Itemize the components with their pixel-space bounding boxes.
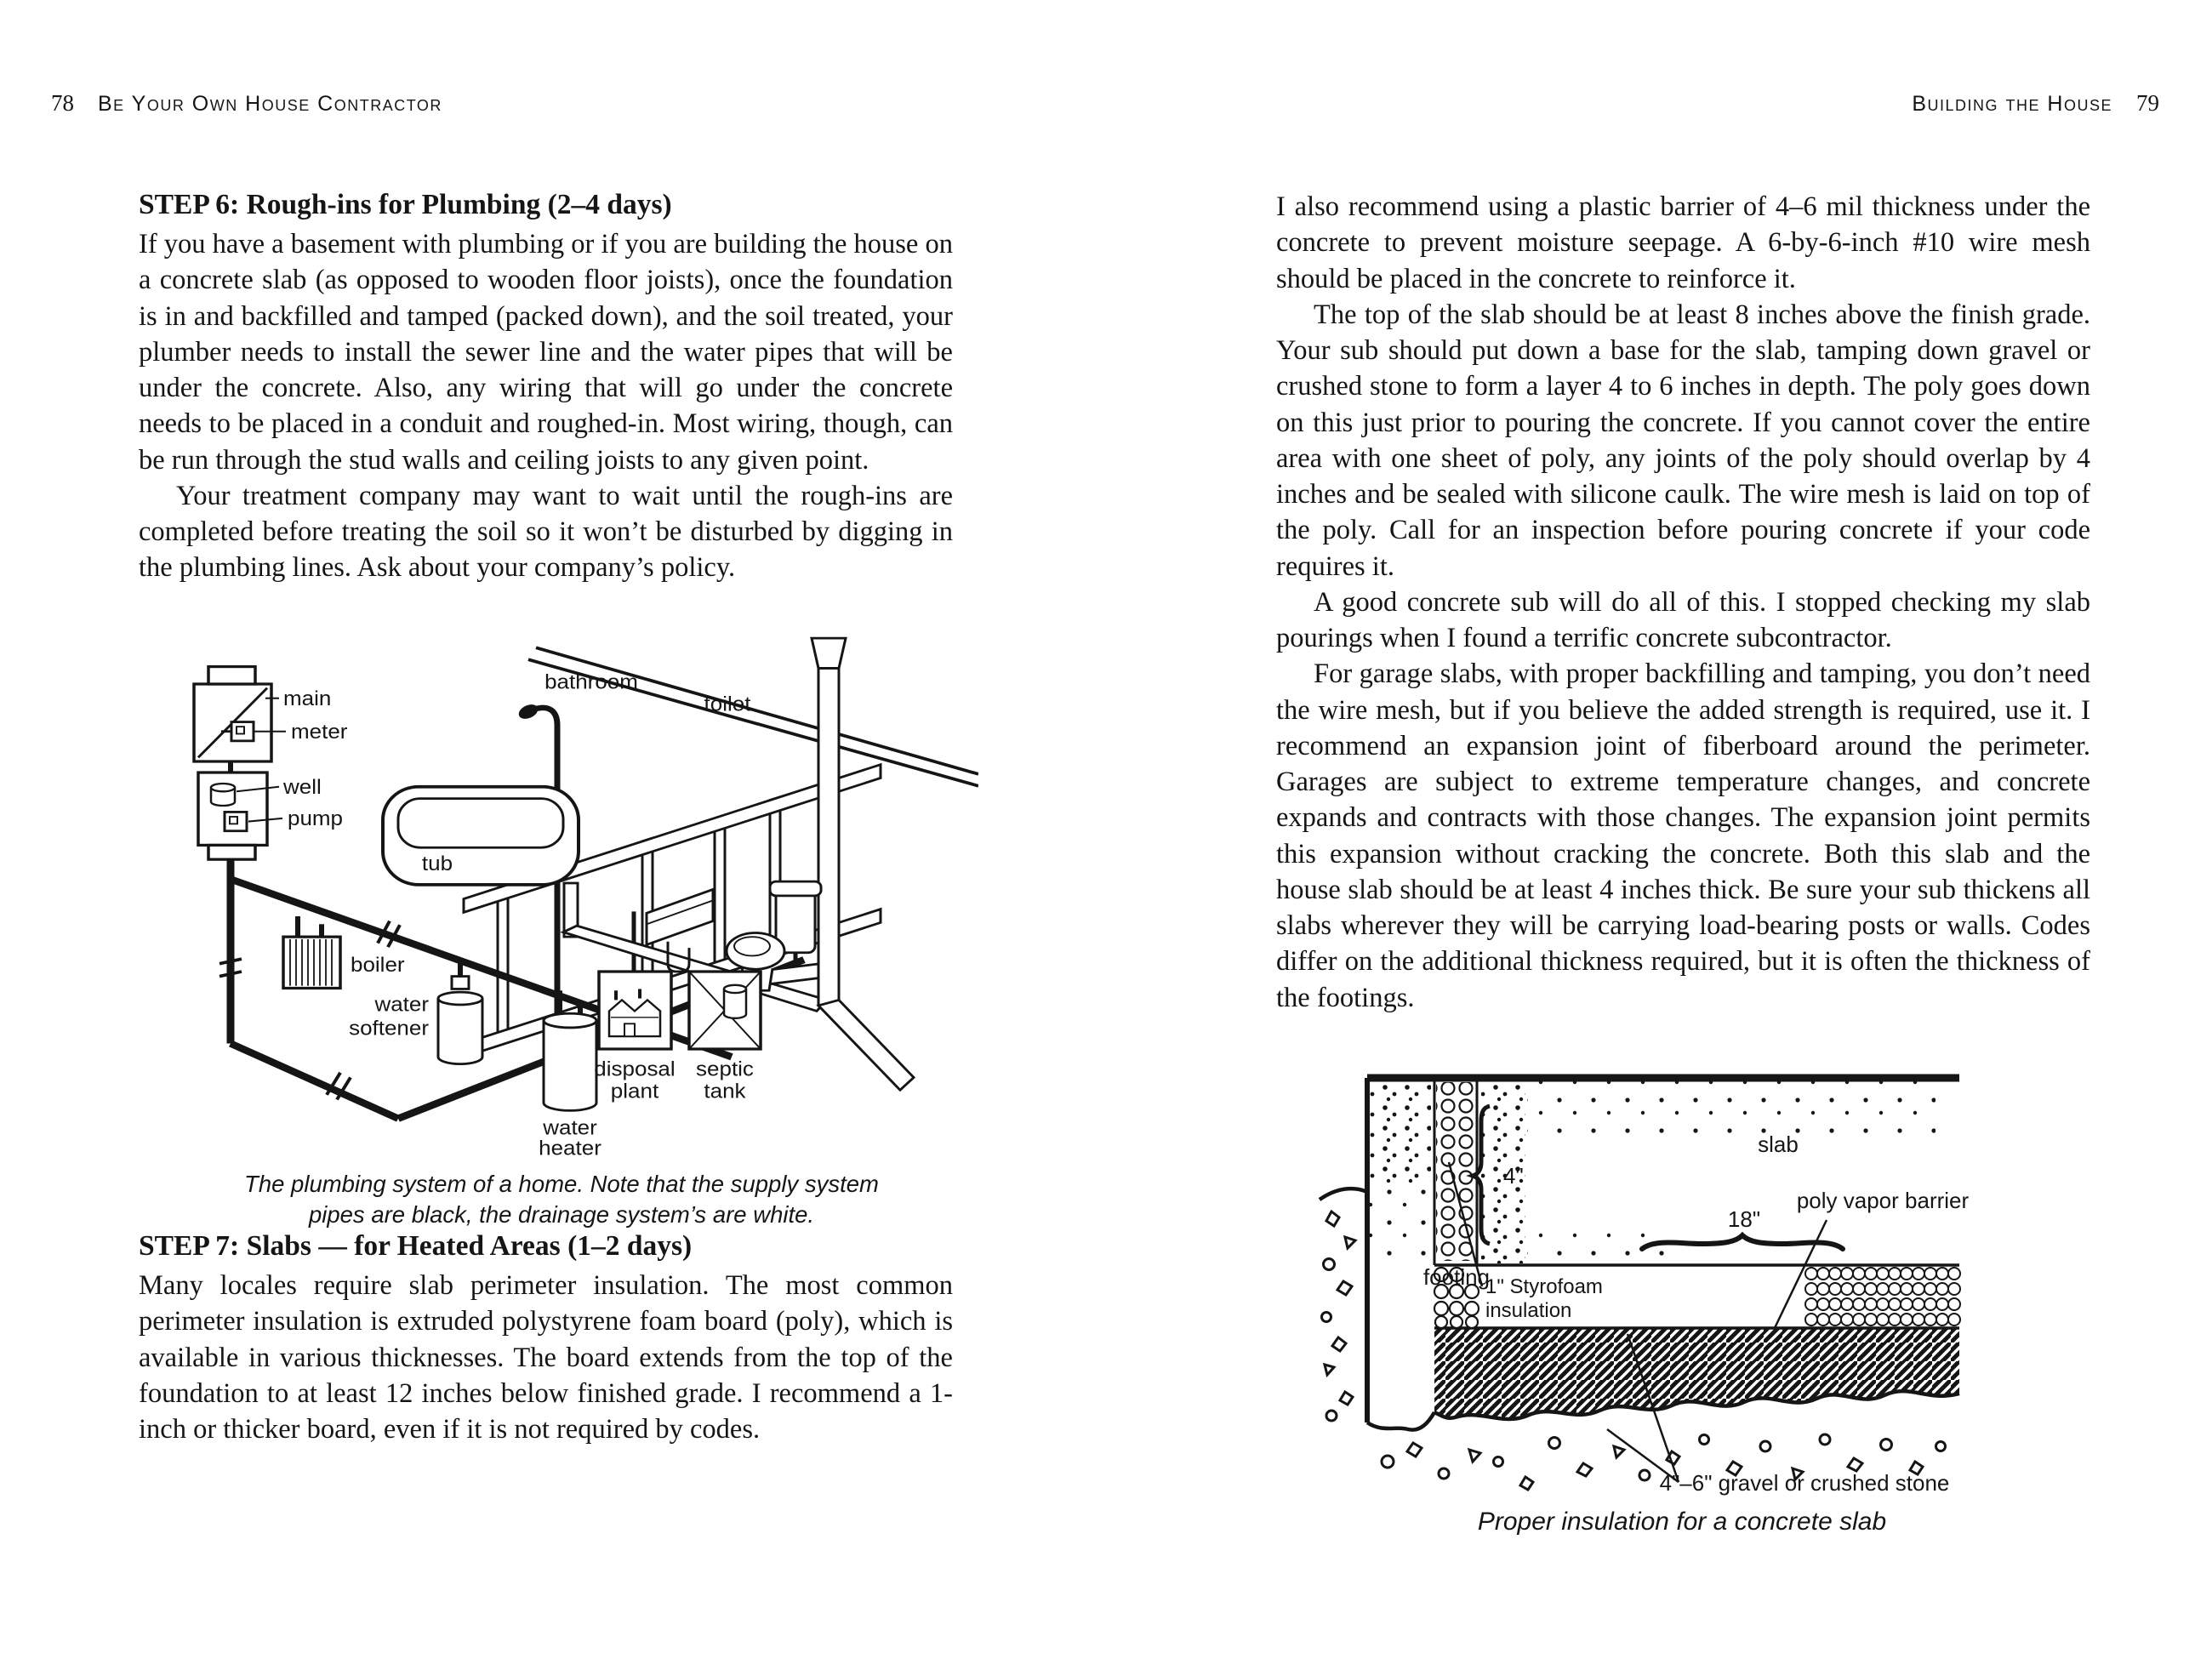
left-page-column bbox=[139, 189, 953, 1447]
label-styrofoam-2: insulation bbox=[1485, 1298, 1572, 1322]
label-footing: footing bbox=[1422, 1263, 1491, 1290]
water-heater-shape bbox=[544, 1013, 596, 1110]
label-septic-tank-2: tank bbox=[704, 1079, 746, 1103]
slab-insulation-diagram bbox=[1314, 1062, 1970, 1538]
right-paragraph-1: I also recommend using a plastic barrier of 4–6 mil thickness under the concrete to prevent moisture seepage. A 6-by-6-inch #10 wire mesh should be placed in the concrete to reinforce it. bbox=[1276, 191, 2090, 294]
right-paragraph-3: A good concrete sub will do all of this. I stopped checking my slab pourings when I found a terrific concrete subcontractor. bbox=[1276, 586, 2090, 653]
step7-heading: STEP 7: Slabs — for Heated Areas (1–2 days) bbox=[139, 1230, 693, 1263]
step6-paragraph-1: If you have a basement with plumbing or if you are building the house on a concrete slab (as opposed to wooden floor joists), once the foundation is in and backfilled and tamped (packed down), and the soil treated, your plumber needs to install the sewer line and the water pipes that will be under the concrete. Also, any wiring that will go under the concrete needs to be placed in a conduit and roughed-in. Most wiring, though, can be run through the stud walls and ceiling joists to any given point. bbox=[139, 229, 953, 476]
label-slab: slab bbox=[1758, 1131, 1799, 1157]
running-head-left bbox=[51, 90, 442, 117]
label-styrofoam-1: 1" Styrofoam bbox=[1485, 1274, 1603, 1298]
label-disposal-plant-1: disposal bbox=[594, 1057, 676, 1080]
step6-paragraph-2: Your treatment company may want to wait until the rough-ins are completed before treating the soil so it won’t be disturbed by digging in the plumbing lines. Ask about your company’s policy. bbox=[139, 480, 953, 584]
running-title-left: Be Your Own House Contractor bbox=[98, 92, 442, 116]
step6-heading: STEP 6: Rough-ins for Plumbing (2–4 days) bbox=[139, 189, 672, 220]
foam-band-circles-right bbox=[1805, 1268, 1960, 1325]
ceiling-lines bbox=[528, 647, 978, 786]
label-4in: 4" bbox=[1503, 1162, 1524, 1189]
label-water-softener-2: softener bbox=[349, 1016, 429, 1040]
well-pump-box bbox=[198, 772, 267, 859]
label-toilet: toilet bbox=[704, 692, 751, 715]
page-number-left: 78 bbox=[51, 90, 74, 116]
plumbing-diagram-figure bbox=[170, 607, 953, 1231]
label-gravel: 4"–6" gravel or crushed stone bbox=[1659, 1469, 1950, 1496]
label-bathroom: bathroom bbox=[544, 670, 638, 693]
label-disposal-plant-2: plant bbox=[610, 1079, 659, 1103]
label-meter: meter bbox=[291, 720, 348, 744]
boiler-shape bbox=[283, 937, 340, 988]
running-title-right: Building the House bbox=[1912, 92, 2112, 116]
page-number-right: 79 bbox=[2136, 90, 2159, 116]
label-water-heater-2: heater bbox=[539, 1136, 601, 1160]
slab-caption: Proper insulation for a concrete slab bbox=[1477, 1507, 1887, 1536]
label-well: well bbox=[283, 775, 322, 799]
label-main: main bbox=[283, 687, 332, 710]
right-paragraph-4: For garage slabs, with proper backfilling and tamping, you don’t need the wire mesh, but if you believe the added strength is required, use it. I recommend an expansion joint of fiberboard around the perimeter. Garages are subject to extreme temperature changes, and concrete expands and contracts with those changes. The expansion joint permits this expansion without cracking the concrete. Both this slab and the house slab should be at least 4 inches thick. Be sure your sub thickens all slabs wherever they will be carrying load-bearing posts or walls. Codes differ on the additional thickness required, but it is often the thickness of the footings. bbox=[1276, 658, 2090, 1013]
label-water-heater-1: water bbox=[543, 1115, 597, 1139]
slab-diagram-figure bbox=[1314, 1062, 2090, 1542]
shower-head-icon bbox=[516, 701, 541, 721]
disposal-plant-shape bbox=[599, 972, 671, 1049]
septic-tank-shape bbox=[689, 972, 761, 1049]
tub-shape bbox=[383, 786, 579, 884]
plumbing-diagram bbox=[170, 607, 978, 1160]
plumbing-caption: The plumbing system of a home. Note that the supply system pipes are black, the drainage system’s are white. bbox=[244, 1170, 879, 1228]
label-pump: pump bbox=[288, 807, 344, 830]
main-meter-box bbox=[194, 666, 271, 773]
label-18in: 18" bbox=[1727, 1206, 1761, 1232]
label-septic-tank-1: septic bbox=[696, 1057, 754, 1080]
step7-paragraph: Many locales require slab perimeter insulation. The most common perimeter insulation is extruded polystyrene foam board (poly), which is available in various thicknesses. The board extends from the top of the foundation to at least 12 inches below finished grade. I recommend a 1-inch or thicker board, even if it is not required by codes. bbox=[139, 1270, 953, 1445]
label-boiler: boiler bbox=[351, 953, 405, 977]
right-paragraph-2: The top of the slab should be at least 8 inches above the finish grade. Your sub should put down a base for the slab, tamping down gravel or crushed stone to form a layer 4 to 6 inches in depth. The poly goes down on this just prior to pouring the concrete. If you cannot cover the entire area with one sheet of poly, any joints of the poly should overlap by 4 inches and be sealed with silicone caulk. The wire mesh is laid on top of the poly. Call for an inspection before pouring concrete if your code requires it. bbox=[1276, 299, 2090, 582]
water-softener-shape bbox=[438, 976, 482, 1063]
label-water-softener-1: water bbox=[374, 992, 429, 1016]
right-page-column bbox=[1276, 189, 2090, 1542]
label-poly-vapor-barrier: poly vapor barrier bbox=[1796, 1187, 1970, 1213]
textures bbox=[1370, 1080, 1959, 1422]
label-tub: tub bbox=[421, 852, 453, 875]
running-head-right bbox=[1912, 90, 2159, 117]
